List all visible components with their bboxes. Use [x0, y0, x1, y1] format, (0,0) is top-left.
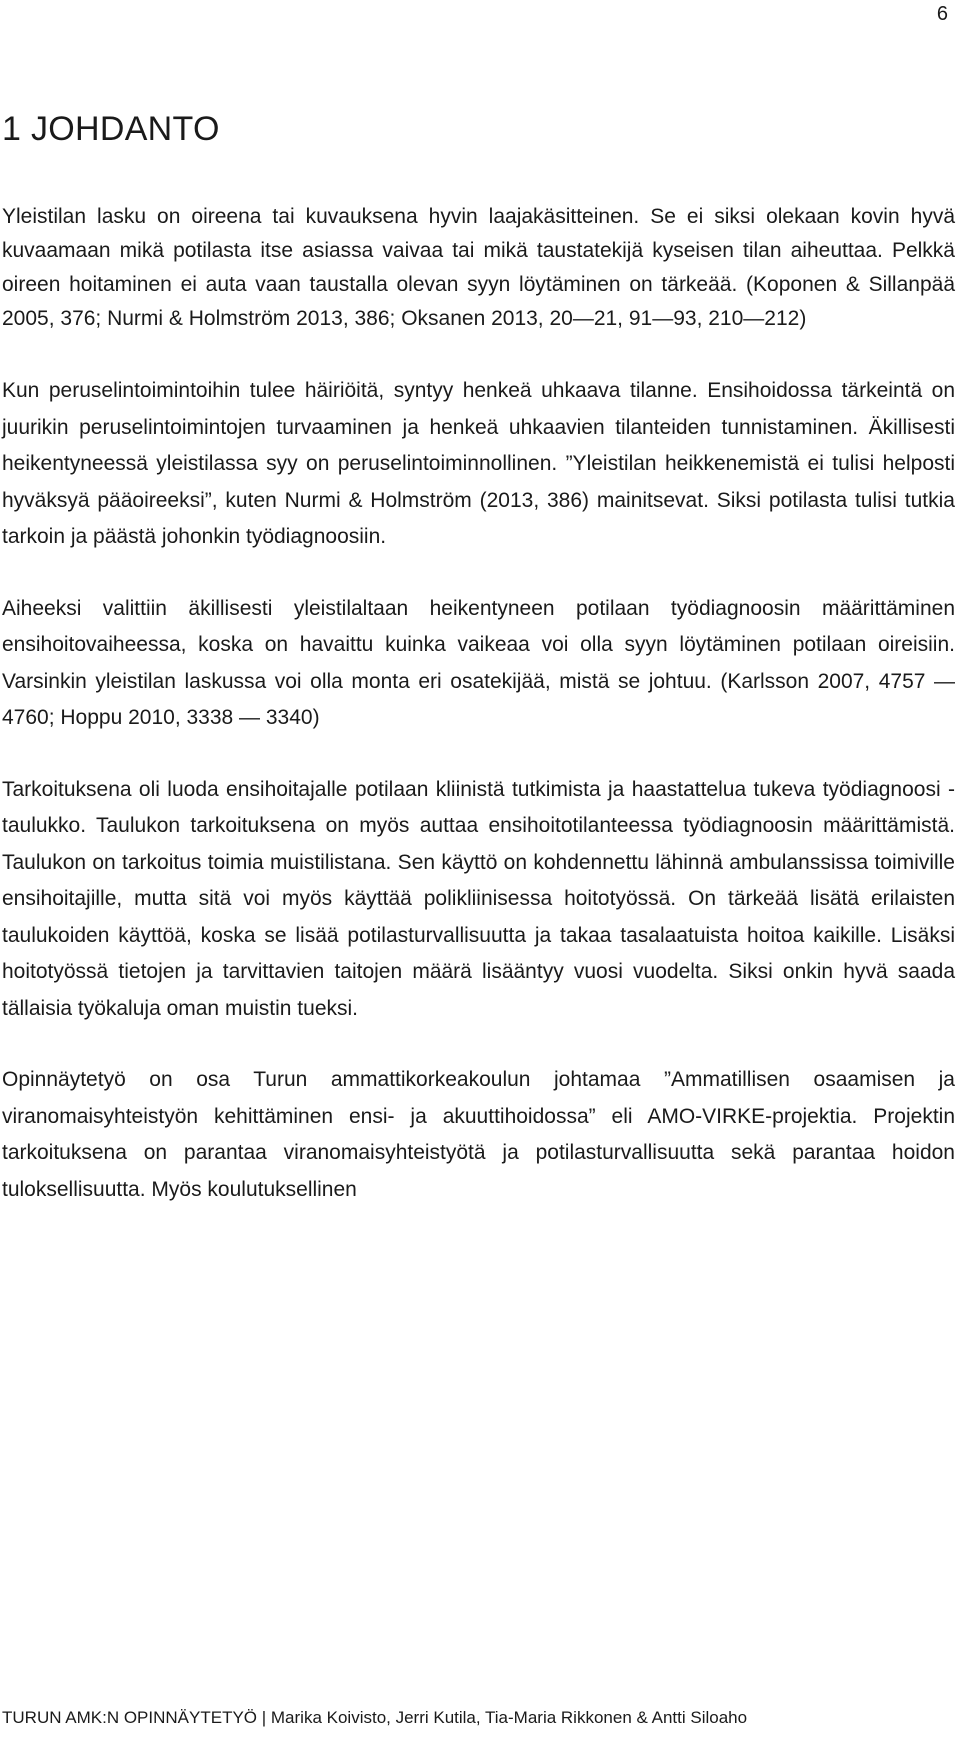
- page-footer: TURUN AMK:N OPINNÄYTETYÖ | Marika Koivisto, Jerri Kutila, Tia-Maria Rikkonen & Antti Siloaho: [2, 1708, 748, 1727]
- paragraph-purpose: Tarkoituksena oli luoda ensihoitajalle potilaan kliinistä tutkimista ja haastattelua tukeva työdiagnoosi -taulukko. Taulukon tarkoituksena on myös auttaa ensihoitotilanteessa työdiagnoosin määrittämistä. Taulukon on tarkoitus toimia muistilistana. Sen käyttö on kohdennettu lähinnä ambulanssissa toimiville ensihoitajille, mutta sitä voi myös käyttää polikliinisessa hoitotyössä. On tärkeää lisätä erilaisten taulukoiden käyttöä, koska se lisää potilasturvallisuutta ja takaa tasalaatuista hoitoa kaikille. Lisäksi hoitotyössä tietojen ja tarvittavien taitojen määrä lisääntyy vuosi vuodelta. Siksi onkin hyvä saada tällaisia työkaluja oman muistin tueksi.: [2, 777, 955, 1020]
- body-text: [2, 200, 955, 1243]
- paragraph-intro: Yleistilan lasku on oireena tai kuvauksena hyvin laajakäsitteinen. Se ei siksi olekaan kovin hyvä kuvaamaan mikä potilasta itse asiassa vaivaa tai mikä taustatekijä kyseisen tilan aiheuttaa. Pelkkä oireen hoitaminen ei auta vaan taustalla olevan syyn löytäminen on tärkeää. (Koponen & Sillanpää 2005, 376; Nurmi & Holmström 2013, 386; Oksanen 2013, 20—21, 91—93, 210—212): [2, 205, 955, 330]
- paragraph-project: Opinnäytetyö on osa Turun ammattikorkeakoulun johtamaa ”Ammatillisen osaamisen ja viranomaisyhteistyön kehittäminen ensi- ja akuuttihoidossa” eli AMO-VIRKE-projektia. Projektin tarkoituksena on parantaa viranomaisyhteistyötä ja potilasturvallisuutta sekä parantaa hoidon tuloksellisuutta. Myös koulutuksellinen: [2, 1068, 955, 1201]
- page-number: 6: [936, 3, 948, 25]
- paragraph-vital-functions: Kun peruselintoimintoihin tulee häiriöitä, syntyy henkeä uhkaava tilanne. Ensihoidossa tärkeintä on juurikin peruselintoimintojen turvaaminen ja henkeä uhkaavien tilanteiden tunnistaminen. Äkillisesti heikentyneessä yleistilassa syy on peruselintoiminnollinen. ”Yleistilan heikkenemistä ei tulisi helposti hyväksyä pääoireeksi”, kuten Nurmi & Holmström (2013, 386) mainitsevat. Siksi potilasta tulisi tutkia tarkoin ja päästä johonkin työdiagnoosiin.: [2, 379, 955, 548]
- chapter-heading: 1 JOHDANTO: [2, 110, 220, 148]
- paragraph-topic-choice: Aiheeksi valittiin äkillisesti yleistilaltaan heikentyneen potilaan työdiagnoosin määrittäminen ensihoitovaiheessa, koska on havaittu kuinka vaikeaa voi olla syyn löytäminen potilaan oireisiin. Varsinkin yleistilan laskussa voi olla monta eri osatekijää, mistä se johtuu. (Karlsson 2007, 4757 — 4760; Hoppu 2010, 3338 — 3340): [2, 596, 955, 729]
